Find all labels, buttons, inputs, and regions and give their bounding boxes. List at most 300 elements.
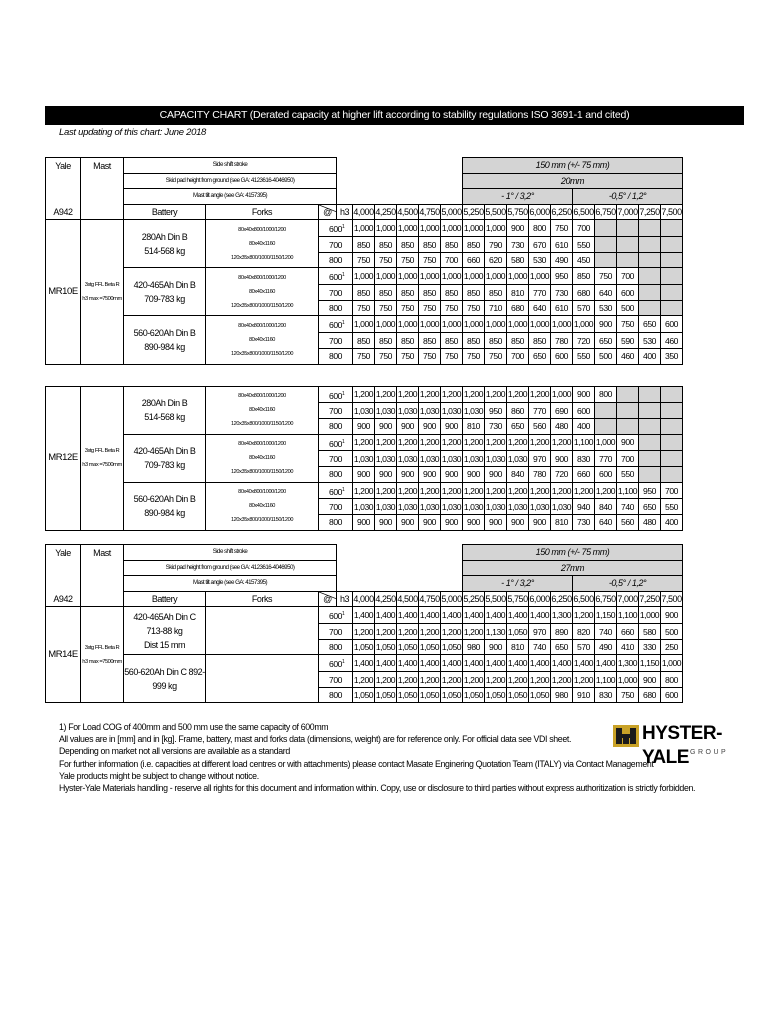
capacity-value [639,467,661,483]
capacity-value: 1,000 [397,268,419,285]
capacity-value: 900 [485,467,507,483]
capacity-value: 1,200 [353,386,375,403]
capacity-value: 500 [661,624,683,640]
load-centre [319,418,353,434]
capacity-value: 1,030 [375,499,397,515]
capacity-value: 410 [617,639,639,655]
capacity-value: 900 [639,672,661,688]
capacity-value: 830 [595,687,617,703]
capacity-value: 720 [573,333,595,349]
load-centre-value: 600 [329,486,342,497]
capacity-value: 400 [639,348,661,364]
chart-title-banner: CAPACITY CHART (Derated capacity at higher lift according to stability regulations ISO 3691-1 and cited) [45,106,744,125]
mast-tilt-label: Mast tilt angle (see GA: 4157395) [124,189,337,205]
capacity-value: 1,050 [353,687,375,703]
capacity-value: 830 [573,451,595,467]
load-centre [319,348,353,364]
capacity-value: 680 [573,285,595,301]
capacity-value: 550 [617,467,639,483]
forks-line: 120x35x800/1000/1150/1200 [230,302,294,309]
forks-line: 120x35x800/1000/1150/1200 [230,469,294,476]
load-centre-value: 800 [329,469,342,480]
capacity-value: 1,200 [551,672,573,688]
mast-tilt-label: Mast tilt angle (see GA: 4157395) [124,576,337,592]
capacity-value [661,418,683,434]
battery-spec [124,386,206,434]
capacity-value: 900 [463,515,485,531]
capacity-value: 1,200 [353,624,375,640]
table-cell [46,189,81,205]
capacity-value: 1,200 [507,434,529,451]
load-centre [319,252,353,268]
table-row [46,220,683,237]
capacity-value: 1,400 [529,655,551,672]
lift-height-header: 4,750 [419,591,441,607]
capacity-value: 530 [639,333,661,349]
col-header-h3: h3 [337,204,353,220]
capacity-value: 840 [507,467,529,483]
capacity-value: 1,000 [419,220,441,237]
capacity-value: 1,400 [507,607,529,624]
capacity-value: 900 [485,515,507,531]
load-centre [319,687,353,703]
load-centre [319,220,353,237]
capacity-value: 1,150 [639,655,661,672]
load-centre-value: 700 [329,239,342,250]
capacity-value: 900 [507,515,529,531]
capacity-value [661,451,683,467]
lift-height-header: 5,000 [441,204,463,220]
capacity-value [639,252,661,268]
logo-name: HYSTER-YALE [642,723,722,768]
capacity-value: 720 [551,467,573,483]
capacity-value [595,220,617,237]
capacity-value: 900 [375,467,397,483]
capacity-value: 1,400 [595,655,617,672]
load-centre-value: 600 [329,224,342,235]
capacity-value: 940 [573,499,595,515]
capacity-value: 730 [507,237,529,253]
capacity-value: 750 [441,348,463,364]
capacity-value: 1,030 [397,499,419,515]
capacity-value: 900 [529,515,551,531]
diagonal-divider [319,205,336,220]
note-line: Yale products might be subject to change without notice. [59,770,259,781]
capacity-value: 1,200 [573,607,595,624]
capacity-value: 730 [573,515,595,531]
capacity-value: 1,000 [551,386,573,403]
capacity-value: 480 [639,515,661,531]
capacity-value: 500 [617,300,639,316]
capacity-value: 600 [595,467,617,483]
capacity-value [617,237,639,253]
capacity-value: 810 [507,639,529,655]
load-centre [319,285,353,301]
col-header-forks: Forks [206,591,319,607]
capacity-value: 480 [551,418,573,434]
capacity-value: 1,050 [397,639,419,655]
capacity-value: 850 [353,333,375,349]
capacity-value: 650 [639,499,661,515]
col-header-at: @ [319,204,337,220]
col-header-h3: h3 [337,591,353,607]
capacity-value: 900 [441,467,463,483]
capacity-value: 560 [529,418,551,434]
table-cell [337,560,463,576]
capacity-value: 850 [441,285,463,301]
capacity-value: 900 [353,515,375,531]
battery-line: 514-568 kg [144,245,185,256]
forks-line: 120x35x800/1000/1150/1200 [230,421,294,428]
capacity-value: 1,200 [397,482,419,499]
forks-spec [206,316,319,364]
lift-height-header: 5,500 [485,204,507,220]
capacity-value: 1,200 [551,482,573,499]
capacity-value: 800 [661,672,683,688]
capacity-value: 680 [639,687,661,703]
capacity-value: 1,000 [463,268,485,285]
capacity-value: 740 [617,499,639,515]
lift-height-header: 7,000 [617,204,639,220]
capacity-value: 1,000 [595,434,617,451]
model-name: MR10E [46,220,81,364]
battery-spec [124,482,206,530]
forks-spec [206,482,319,530]
mast-line: h3 max =7500mm [82,295,122,302]
capacity-value: 1,100 [573,434,595,451]
battery-line: 709-783 kg [144,460,185,471]
hyster-yale-logo [612,722,747,766]
capacity-value: 570 [573,300,595,316]
capacity-value: 1,030 [441,451,463,467]
capacity-value: 1,000 [441,268,463,285]
capacity-value: 1,400 [441,607,463,624]
mast-line: h3 max =7500mm [82,462,122,469]
forks-line: 120x35x800/1000/1150/1200 [230,254,294,261]
skid-height-label: Skid pad height from ground (see GA: 4123616-4046950) [124,560,337,576]
capacity-value [639,268,661,285]
capacity-value: 750 [397,300,419,316]
shift-range-header: 150 mm (+/- 75 mm) [463,545,683,561]
table-cell [337,158,463,174]
mast-description [81,220,124,364]
lift-height-header: 7,250 [639,204,661,220]
capacity-value [639,403,661,419]
capacity-value: 980 [551,687,573,703]
capacity-value: 1,200 [485,672,507,688]
capacity-value: 730 [551,285,573,301]
capacity-value [639,220,661,237]
capacity-value: 750 [353,300,375,316]
capacity-value: 1,400 [485,655,507,672]
capacity-value: 750 [419,252,441,268]
capacity-value: 1,200 [463,386,485,403]
capacity-value: 1,050 [485,687,507,703]
model-name: MR14E [46,607,81,703]
col-header-mast: Mast [81,545,124,561]
capacity-value: 1,050 [529,687,551,703]
capacity-value: 900 [419,418,441,434]
footnote-marker: 1 [342,224,345,231]
capacity-value: 810 [463,418,485,434]
footnote-marker: 1 [342,438,345,445]
capacity-value: 1,200 [419,482,441,499]
forks-line: 80x40x800/1000/1200 [238,274,286,281]
capacity-value: 1,030 [507,499,529,515]
capacity-value: 1,200 [529,434,551,451]
capacity-value: 1,400 [463,607,485,624]
load-centre-value: 600 [329,438,342,449]
capacity-value: 750 [485,348,507,364]
lift-height-header: 6,250 [551,591,573,607]
forks-line: 80x40x800/1000/1200 [238,226,286,233]
capacity-value: 550 [661,499,683,515]
capacity-value: 1,200 [397,434,419,451]
table-cell [81,204,124,220]
capacity-value: 850 [353,285,375,301]
battery-spec [124,434,206,482]
capacity-value: 690 [551,403,573,419]
load-centre-value: 800 [329,517,342,528]
capacity-value: 1,030 [485,499,507,515]
lift-height-header: 6,250 [551,204,573,220]
capacity-value: 900 [551,451,573,467]
capacity-value: 1,000 [485,268,507,285]
last-update-note: Last updating of this chart: June 2018 [59,127,207,138]
load-centre-value: 800 [329,351,342,362]
capacity-value: 750 [397,348,419,364]
capacity-value: 600 [551,348,573,364]
lift-height-header: 4,750 [419,204,441,220]
capacity-value: 850 [441,237,463,253]
capacity-value: 700 [617,451,639,467]
capacity-value: 850 [353,237,375,253]
capacity-value [595,237,617,253]
capacity-value: 800 [529,220,551,237]
mast-line: 3stg FFL Beta R [84,281,120,288]
capacity-value: 750 [419,348,441,364]
battery-line: Dist 15 mm [143,639,185,650]
battery-spec [124,316,206,364]
capacity-value: 530 [595,300,617,316]
capacity-value [661,467,683,483]
capacity-value [661,252,683,268]
battery-line: 560-620Ah Din B [133,327,196,338]
table-cell [81,591,124,607]
lift-height-header: 4,000 [353,591,375,607]
lift-height-header: 5,250 [463,591,485,607]
capacity-value: 1,200 [397,672,419,688]
capacity-value [661,285,683,301]
capacity-value: 1,050 [397,687,419,703]
battery-line: 420-465Ah Din B [133,446,196,457]
tilt-b-header: -0,5° / 1,2° [573,189,683,205]
capacity-value: 1,200 [353,434,375,451]
capacity-value: 1,030 [353,403,375,419]
capacity-value: 1,400 [485,607,507,624]
forks-spec [206,268,319,316]
capacity-value: 1,030 [463,403,485,419]
capacity-value: 750 [463,348,485,364]
capacity-value: 950 [551,268,573,285]
capacity-value: 1,200 [353,672,375,688]
lift-height-header: 4,250 [375,591,397,607]
capacity-value: 750 [617,687,639,703]
table-row [46,607,683,624]
capacity-value: 1,200 [529,386,551,403]
capacity-value: 1,200 [485,482,507,499]
capacity-value: 1,400 [419,655,441,672]
capacity-value [661,300,683,316]
load-centre-value: 600 [329,390,342,401]
capacity-value: 950 [639,482,661,499]
capacity-value: 1,400 [463,655,485,672]
capacity-value: 900 [441,515,463,531]
capacity-value: 1,400 [551,655,573,672]
capacity-value: 750 [441,300,463,316]
capacity-value: 730 [485,418,507,434]
battery-line: 280Ah Din B [141,398,188,409]
capacity-value: 1,000 [397,316,419,333]
capacity-value: 640 [595,285,617,301]
capacity-value: 1,050 [419,687,441,703]
capacity-value: 550 [573,348,595,364]
capacity-value: 850 [419,237,441,253]
mast-line: 3stg FFL Beta R [84,448,120,455]
capacity-value: 1,200 [529,482,551,499]
capacity-value: 670 [529,237,551,253]
capacity-value: 1,400 [441,655,463,672]
table-cell [81,173,124,189]
load-centre [319,467,353,483]
table-cell [81,560,124,576]
capacity-value: 970 [529,451,551,467]
capacity-value: 650 [507,418,529,434]
capacity-value: 900 [419,467,441,483]
capacity-value: 850 [529,333,551,349]
capacity-value: 1,030 [441,403,463,419]
capacity-value: 850 [463,237,485,253]
capacity-value: 850 [397,237,419,253]
capacity-value: 820 [573,624,595,640]
capacity-value: 1,000 [617,672,639,688]
capacity-value: 900 [617,434,639,451]
footnote-marker: 1 [342,390,345,397]
load-centre [319,434,353,451]
capacity-value: 580 [507,252,529,268]
capacity-value: 900 [353,418,375,434]
forks-line: 80x40x800/1000/1200 [238,393,286,400]
capacity-value: 1,030 [375,451,397,467]
model-name: MR12E [46,386,81,530]
table-row [46,482,683,499]
capacity-value: 660 [617,624,639,640]
capacity-value: 900 [419,515,441,531]
capacity-value: 1,300 [551,607,573,624]
capacity-value: 650 [529,348,551,364]
skid-height-value: 20mm [463,173,683,189]
capacity-value: 530 [529,252,551,268]
capacity-value: 850 [397,333,419,349]
lift-height-header: 6,750 [595,591,617,607]
forks-spec [206,434,319,482]
capacity-value [595,403,617,419]
col-header-forks: Forks [206,204,319,220]
capacity-value: 850 [507,333,529,349]
capacity-value [617,386,639,403]
capacity-value: 1,400 [573,655,595,672]
capacity-value: 1,150 [595,607,617,624]
capacity-value: 1,030 [463,499,485,515]
capacity-value: 1,030 [353,451,375,467]
capacity-value: 1,200 [463,672,485,688]
lift-height-header: 5,500 [485,591,507,607]
capacity-value: 1,400 [419,607,441,624]
table-cell [337,576,463,592]
capacity-value: 900 [441,418,463,434]
capacity-value: 1,000 [353,316,375,333]
capacity-value: 750 [353,348,375,364]
load-centre [319,237,353,253]
capacity-value: 1,400 [507,655,529,672]
load-centre-value: 600 [329,659,342,670]
col-header-yale: Yale [46,158,81,174]
lift-height-header: 6,500 [573,591,595,607]
capacity-value: 850 [375,237,397,253]
capacity-value: 1,200 [595,482,617,499]
capacity-value: 550 [573,237,595,253]
forks-line: 80x40x1160 [248,407,276,414]
capacity-value: 900 [595,316,617,333]
capacity-value [639,237,661,253]
load-centre [319,482,353,499]
footnote-marker: 1 [342,659,345,666]
capacity-value [661,434,683,451]
capacity-value: 1,130 [485,624,507,640]
capacity-value [661,268,683,285]
load-centre-value: 800 [329,690,342,701]
capacity-value: 1,030 [419,403,441,419]
capacity-value: 1,000 [441,220,463,237]
capacity-value: 1,200 [419,434,441,451]
capacity-value [617,220,639,237]
capacity-value: 1,050 [419,639,441,655]
capacity-table-mr14e [45,544,683,703]
capacity-value: 1,000 [661,655,683,672]
capacity-value: 1,100 [617,607,639,624]
capacity-value: 450 [573,252,595,268]
capacity-value: 1,200 [507,672,529,688]
capacity-value: 1,000 [463,316,485,333]
forks-spec [206,607,319,655]
battery-line: 560-620Ah Din B [133,494,196,505]
capacity-value: 640 [595,515,617,531]
capacity-value: 1,200 [529,672,551,688]
capacity-value: 1,050 [375,687,397,703]
battery-line: 280Ah Din B [141,231,188,242]
footnote-marker: 1 [342,320,345,327]
table-cell [46,576,81,592]
capacity-value: 780 [551,333,573,349]
load-centre-value: 800 [329,303,342,314]
capacity-value: 1,000 [353,220,375,237]
load-centre-value: 700 [329,453,342,464]
capacity-value: 330 [639,639,661,655]
capacity-value: 850 [485,333,507,349]
load-centre-value: 600 [329,320,342,331]
load-centre [319,624,353,640]
capacity-value: 660 [463,252,485,268]
